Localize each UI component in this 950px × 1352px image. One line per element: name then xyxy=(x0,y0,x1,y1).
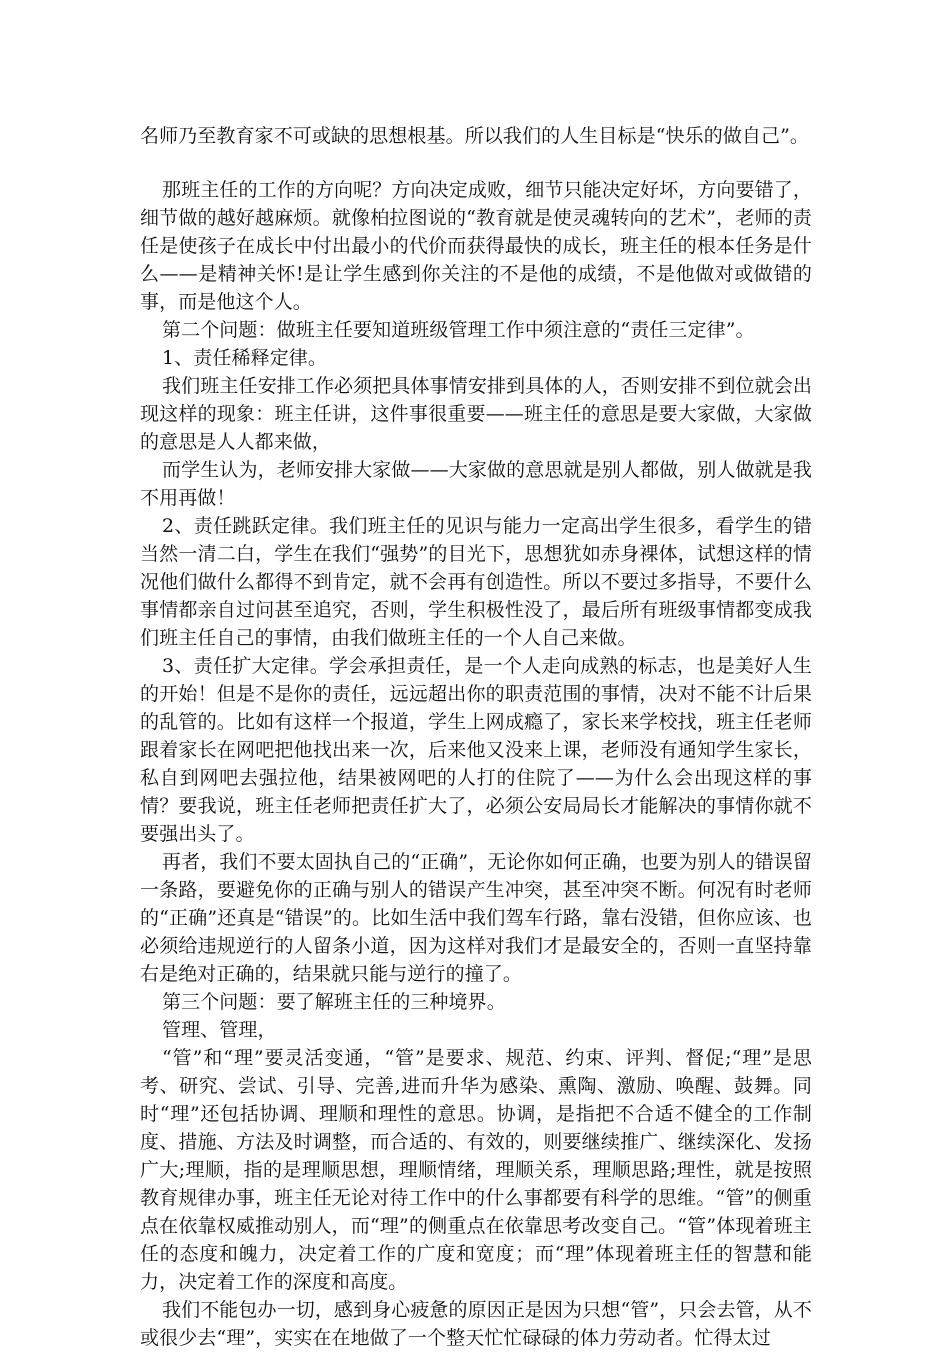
subheading-dilution-law: 1、责任稀释定律。 xyxy=(162,347,327,369)
paragraph-spacer xyxy=(140,150,812,176)
paragraph-expand-law: 3、责任扩大定律。学会承担责任，是一个人走向成熟的标志，也是美好人生的开始！但是不是你的责任，远远超出你的职责范围的事情，决对不能不计后果的乱管的。比如有这样一个报道，学生上网成瘾了，家长来学校找，班主任老师跟着家长在网吧把他找出来一次，后来他又没来上课，老师没有通知学生家长，私自到网吧去强拉他，结果被网吧的人打的住院了——为什么会出现这样的事情？要我说，班主任老师把责任扩大了，必须公安局局长才能解决的事情你就不要强出头了。 xyxy=(140,655,812,845)
paragraph-manage-and-reason: “管”和“理”要灵活变通，“管”是要求、规范、约束、评判、督促;“理”是思考、研究、尝试、引导、完善,进而升华为感染、熏陶、激励、唤醒、鼓舞。同时“理”还包括协调、理顺和理性的意思。协调，是指把不合适不健全的工作制度、措施、方法及时调整，而合适的、有效的，则要继续推广、继续深化、发扬广大;理顺，指的是理顺思想，理顺情绪，理顺关系，理顺思路;理性，就是按照教育规律办事，班主任无论对待工作中的什么事都要有科学的思维。“管”的侧重点在依靠权威推动别人，而“理”的侧重点在依靠思考改变自己。“管”体现着班主任的态度和魄力，决定着工作的广度和宽度；而“理”体现着班主任的智慧和能力，决定着工作的深度和高度。 xyxy=(140,1047,812,1293)
section-heading-2: 第二个问题：做班主任要知道班级管理工作中须注意的“责任三定律”。 xyxy=(162,319,755,341)
paragraph-dilution-1: 我们班主任安排工作必须把具体事情安排到具体的人，否则安排不到位就会出现这样的现象：班主任讲，这件事很重要——班主任的意思是要大家做，大家做的意思是人人都来做， xyxy=(140,375,812,453)
section-heading-3: 第三个问题：要了解班主任的三种境界。 xyxy=(162,991,506,1013)
subheading-management: 管理、管理， xyxy=(162,1019,277,1041)
paragraph-dilution-2: 而学生认为，老师安排大家做——大家做的意思就是别人都做，别人做就是我不用再做！ xyxy=(140,459,812,509)
paragraph-cannot-do-everything: 我们不能包办一切，感到身心疲惫的原因正是因为只想“管”，只会去管，从不或很少去“理”，实实在在地做了一个整天忙忙碌碌的体力劳动者。忙得太过 xyxy=(140,1299,812,1349)
paragraph-jump-law: 2、责任跳跃定律。我们班主任的见识与能力一定高出学生很多，看学生的错当然一清二白，学生在我们“强势”的目光下，思想犹如赤身裸体，试想这样的情况他们做什么都得不到肯定，就不会再有创造性。所以不要过多指导，不要什么事情都亲自过问甚至追究，否则，学生积极性没了，最后所有班级事情都变成我们班主任自己的事情，由我们做班主任的一个人自己来做。 xyxy=(140,515,812,649)
paragraph-continuation: 名师乃至教育家不可或缺的思想根基。所以我们的人生目标是“快乐的做自己”。 xyxy=(140,125,810,147)
document-page xyxy=(140,122,812,1352)
paragraph-furthermore: 再者，我们不要太固执自己的“正确”，无论你如何正确，也要为别人的错误留一条路，要避免你的正确与别人的错误产生冲突，甚至冲突不断。何况有时老师的“正确”还真是“错误”的。比如生活中我们驾车行路，靠右没错，但你应该、也必须给违规逆行的人留条小道，因为这样对我们才是最安全的，否则一直坚持靠右是绝对正确的，结果就只能与逆行的撞了。 xyxy=(140,851,812,985)
paragraph-direction: 那班主任的工作的方向呢？方向决定成败，细节只能决定好坏，方向要错了，细节做的越好越麻烦。就像柏拉图说的“教育就是使灵魂转向的艺术”，老师的责任是使孩子在成长中付出最小的代价而获得最快的成长，班主任的根本任务是什么——是精神关怀!是让学生感到你关注的不是他的成绩，不是他做对或做错的事，而是他这个人。 xyxy=(140,179,812,313)
